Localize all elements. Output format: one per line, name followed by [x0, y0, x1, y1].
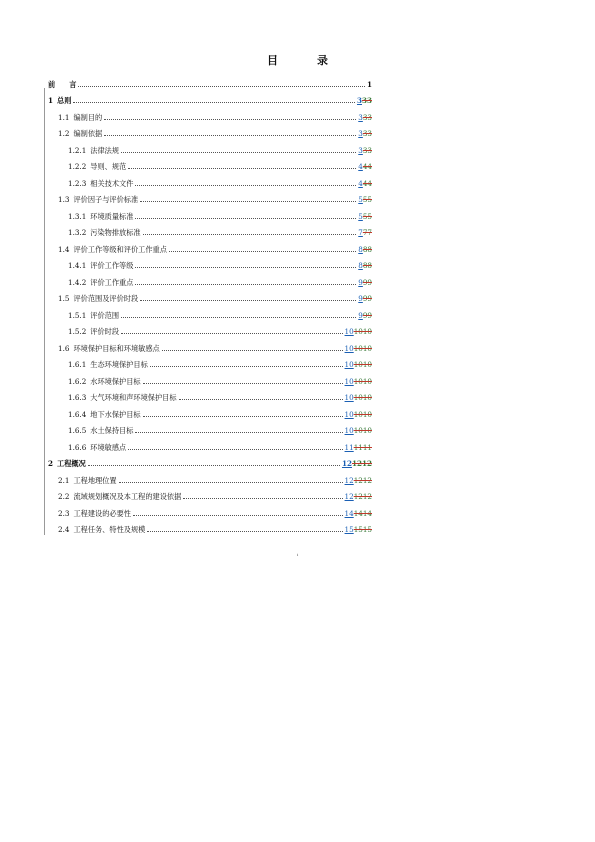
toc-entry-page — [356, 294, 372, 303]
dot-leader — [78, 86, 365, 87]
toc-entry-text: 导则、规范 — [90, 162, 127, 171]
toc-entry-label — [58, 344, 162, 353]
dot-leader — [169, 251, 356, 252]
toc-entry[interactable] — [48, 171, 372, 188]
dot-leader — [135, 432, 342, 433]
deleted-page-number: 99 — [362, 294, 372, 303]
toc-entry-label — [68, 228, 143, 237]
toc-entry-page — [343, 410, 372, 419]
toc-entry-text: 评价工作等级 — [90, 261, 134, 270]
page-number: 14 — [344, 508, 354, 518]
dot-leader — [183, 498, 342, 499]
deleted-page-number: 33 — [361, 96, 372, 105]
page-number: 11 — [344, 442, 354, 452]
toc-entry-text: 工程地理位置 — [73, 475, 117, 485]
toc-entry-text: 工程建设的必要性 — [73, 508, 131, 518]
deleted-page-number: 99 — [362, 310, 372, 320]
page-number: 3 — [358, 145, 363, 155]
toc-entry-label — [58, 294, 140, 303]
toc-entry-text: 评价范围 — [90, 310, 120, 320]
toc-entry-text: 环境保护目标和环境敏感点 — [73, 343, 160, 353]
dot-leader — [140, 201, 356, 202]
toc-entry[interactable] — [48, 336, 372, 353]
toc-entry-number: 1.6.3 — [68, 393, 87, 402]
toc-entry-label — [68, 377, 143, 386]
toc-entry-number: 1.4.2 — [68, 277, 87, 287]
deleted-page-number: 44 — [362, 178, 372, 188]
toc-entry-label — [68, 212, 135, 221]
toc-entry-number: 1.2.2 — [68, 162, 87, 171]
toc-entry-page — [356, 179, 372, 188]
dot-leader — [135, 218, 356, 219]
toc-entry-number: 2.3 — [58, 508, 70, 518]
dot-leader — [128, 168, 356, 169]
toc-entry-number: 1.6 — [58, 343, 70, 353]
toc-entry[interactable] — [48, 221, 372, 238]
deleted-page-number: 1010 — [353, 343, 372, 353]
page-number: 5 — [358, 195, 363, 204]
page-number: 12 — [344, 475, 354, 485]
dot-leader — [121, 333, 342, 334]
toc-entry-page — [343, 426, 372, 435]
toc-entry-page — [356, 146, 372, 155]
page-number: 7 — [358, 228, 363, 237]
page-number: 10 — [344, 343, 354, 353]
page-number: 4 — [358, 162, 363, 171]
toc-entry-text: 生态环境保护目标 — [90, 360, 148, 369]
deleted-page-number: 1212 — [351, 459, 372, 468]
toc-entry[interactable] — [48, 105, 372, 122]
toc-entry[interactable] — [48, 138, 372, 155]
toc-entry-text: 环境敏感点 — [90, 442, 127, 452]
toc-entry[interactable] — [48, 287, 372, 304]
toc-entry-number: 1.4 — [58, 244, 70, 254]
page-number: 10 — [344, 327, 354, 336]
toc-entry[interactable] — [48, 254, 372, 271]
dot-leader — [147, 531, 342, 532]
toc-entry-text: 流域规划概况及本工程的建设依据 — [73, 492, 182, 501]
deleted-page-number: 1010 — [353, 409, 372, 419]
page-number: 12 — [344, 492, 354, 501]
toc-entry[interactable] — [48, 435, 372, 452]
toc-entry-label — [48, 459, 88, 468]
deleted-page-number: 44 — [362, 162, 372, 171]
page-number: 4 — [358, 178, 363, 188]
deleted-page-number: 1212 — [353, 475, 372, 485]
toc-entry-text: 环境质量标准 — [90, 211, 134, 221]
dot-leader — [162, 350, 343, 351]
dot-leader — [135, 284, 356, 285]
toc-entry[interactable] — [48, 122, 372, 139]
page-number: 15 — [344, 525, 354, 534]
page-number: 3 — [358, 129, 363, 138]
toc-entry-text: 工程概况 — [57, 459, 86, 468]
toc-entry-number: 1.3.1 — [68, 211, 87, 221]
toc-entry-label — [58, 492, 183, 501]
toc-entry-page — [343, 525, 372, 534]
toc-entry-text: 言 — [69, 79, 77, 89]
dot-leader — [133, 515, 343, 516]
page-number: 3 — [356, 96, 362, 105]
toc-entry-number: 1.3.2 — [68, 228, 87, 237]
toc-entry-number: 前 — [48, 79, 56, 89]
toc-entry-text: 评价时段 — [90, 327, 120, 336]
dot-leader — [128, 449, 342, 450]
dot-leader — [143, 234, 357, 235]
dot-leader — [143, 416, 343, 417]
toc-entry-label — [58, 476, 119, 485]
toc-entry-number: 1.2.1 — [68, 145, 87, 155]
toc-entry-number: 1.6.5 — [68, 426, 87, 435]
deleted-page-number: 1111 — [353, 442, 372, 452]
toc-entry-page — [343, 509, 372, 518]
deleted-page-number: 33 — [362, 145, 372, 155]
toc-entry-page — [356, 129, 372, 138]
toc-entry-text: 相关技术文件 — [90, 178, 134, 188]
deleted-page-number: 88 — [362, 261, 372, 270]
deleted-page-number: 1414 — [353, 508, 372, 518]
toc-entry-label — [68, 410, 143, 419]
toc-entry-text: 总则 — [57, 96, 72, 105]
deleted-page-number: 88 — [362, 244, 372, 254]
toc-entry-label — [58, 113, 104, 122]
page-number-footer: i — [296, 552, 299, 557]
deleted-page-number: 1212 — [353, 492, 372, 501]
page-number: 1 — [366, 79, 372, 89]
toc-entry[interactable] — [48, 369, 372, 386]
toc-entry-page — [356, 162, 372, 171]
toc-entry-number: 1.6.2 — [68, 376, 87, 386]
dot-leader — [135, 267, 356, 268]
table-of-contents — [48, 72, 372, 534]
toc-entry-page — [356, 245, 372, 254]
toc-entry-text: 水环境保护目标 — [90, 376, 141, 386]
toc-entry-page — [356, 311, 372, 320]
dot-leader — [143, 383, 343, 384]
toc-entry-label — [48, 80, 78, 89]
toc-entry-number: 1.2.3 — [68, 178, 87, 188]
toc-entry-number: 1.6.4 — [68, 409, 87, 419]
toc-entry-page — [356, 195, 372, 204]
page-number: 12 — [341, 459, 352, 468]
dot-leader — [104, 135, 356, 136]
toc-entry-page — [343, 443, 372, 452]
toc-entry-text: 评价因子与评价标准 — [73, 195, 139, 204]
toc-entry-label — [68, 327, 121, 336]
page-number: 8 — [358, 244, 363, 254]
change-bar — [44, 88, 45, 535]
toc-entry[interactable] — [48, 155, 372, 172]
dot-leader — [150, 366, 343, 367]
toc-entry[interactable] — [48, 452, 372, 469]
toc-entry-page — [343, 377, 372, 386]
dot-leader — [140, 300, 356, 301]
toc-entry-text: 水土保持目标 — [90, 426, 134, 435]
toc-entry-text: 编制目的 — [73, 112, 103, 122]
toc-entry-page — [340, 459, 372, 468]
deleted-page-number: 1010 — [353, 360, 372, 369]
toc-entry-label — [68, 443, 128, 452]
toc-entry[interactable] — [48, 188, 372, 205]
toc-entry-label — [58, 195, 140, 204]
toc-entry[interactable] — [48, 320, 372, 337]
toc-entry-text: 编制依据 — [73, 129, 103, 138]
toc-entry-number: 2.1 — [58, 475, 70, 485]
deleted-page-number: 33 — [362, 129, 372, 138]
toc-entry-number: 1.4.1 — [68, 261, 87, 270]
toc-entry-page — [343, 393, 372, 402]
toc-entry-label — [68, 179, 135, 188]
toc-entry-number: 1.1 — [58, 112, 70, 122]
toc-entry-number: 2 — [48, 459, 54, 468]
toc-entry-page — [343, 327, 372, 336]
toc-entry-number: 1.5.2 — [68, 327, 87, 336]
dot-leader — [121, 152, 356, 153]
toc-entry-number: 1.5.1 — [68, 310, 87, 320]
page-number: 10 — [344, 426, 354, 435]
toc-entry-number: 1.3 — [58, 195, 70, 204]
dot-leader — [104, 119, 356, 120]
dot-leader — [73, 102, 355, 103]
toc-entry-label — [48, 96, 73, 105]
toc-entry-text: 法律法规 — [90, 145, 120, 155]
toc-entry[interactable] — [48, 518, 372, 535]
deleted-page-number: 1010 — [353, 376, 372, 386]
toc-entry-label — [68, 426, 135, 435]
toc-entry[interactable] — [48, 386, 372, 403]
deleted-page-number: 99 — [362, 277, 372, 287]
toc-entry[interactable] — [48, 89, 372, 106]
toc-entry-label — [68, 393, 179, 402]
toc-entry-page — [356, 212, 372, 221]
deleted-page-number: 55 — [362, 195, 372, 204]
deleted-page-number: 33 — [362, 112, 372, 122]
toc-entry-text: 评价范围及评价时段 — [73, 294, 139, 303]
toc-entry-label — [58, 129, 104, 138]
toc-entry-page — [343, 476, 372, 485]
dot-leader — [88, 465, 340, 466]
toc-entry-number: 2.2 — [58, 492, 70, 501]
toc-entry-page — [356, 113, 372, 122]
page-number: 10 — [344, 360, 354, 369]
page-number: 10 — [344, 376, 354, 386]
toc-entry[interactable] — [48, 485, 372, 502]
toc-entry-number: 1.2 — [58, 129, 70, 138]
dot-leader — [119, 482, 343, 483]
toc-entry-text: 评价工作等级和评价工作重点 — [73, 244, 167, 254]
toc-entry-number: 1.6.6 — [68, 442, 87, 452]
toc-entry[interactable] — [48, 72, 372, 89]
toc-entry-label — [68, 162, 128, 171]
deleted-page-number: 1010 — [353, 426, 372, 435]
dot-leader — [121, 317, 356, 318]
toc-entry-label — [58, 525, 147, 534]
dot-leader — [135, 185, 356, 186]
toc-entry-page — [355, 96, 372, 105]
page-number: 10 — [344, 393, 354, 402]
toc-entry-page — [356, 278, 372, 287]
toc-entry-number: 1.6.1 — [68, 360, 87, 369]
page-number: 10 — [344, 409, 354, 419]
toc-entry-label — [68, 360, 150, 369]
page-number: 9 — [358, 310, 363, 320]
deleted-page-number: 1515 — [353, 525, 372, 534]
toc-entry[interactable] — [48, 353, 372, 370]
toc-entry[interactable] — [48, 419, 372, 436]
toc-entry-label — [68, 278, 135, 287]
toc-entry-label — [68, 311, 121, 320]
dot-leader — [179, 399, 343, 400]
toc-entry-page — [343, 360, 372, 369]
toc-title: 目 录 — [267, 54, 342, 67]
toc-entry-page — [343, 344, 372, 353]
page-number: 9 — [358, 294, 363, 303]
toc-entry-page — [343, 492, 372, 501]
deleted-page-number: 1010 — [353, 327, 372, 336]
toc-entry[interactable] — [48, 204, 372, 221]
deleted-page-number: 1010 — [353, 393, 372, 402]
toc-entry-text: 工程任务、特性及规模 — [73, 525, 146, 534]
toc-entry-label — [68, 261, 135, 270]
toc-entry[interactable] — [48, 237, 372, 254]
toc-entry-text: 污染物排放标准 — [90, 228, 141, 237]
toc-entry-number: 1.5 — [58, 294, 70, 303]
toc-entry[interactable] — [48, 468, 372, 485]
page-number: 8 — [358, 261, 363, 270]
toc-entry-label — [68, 146, 121, 155]
toc-entry-number: 1 — [48, 96, 54, 105]
toc-entry-page — [356, 261, 372, 270]
toc-entry[interactable] — [48, 270, 372, 287]
toc-entry-label — [58, 509, 133, 518]
page-number: 5 — [358, 211, 363, 221]
toc-entry-number: 2.4 — [58, 525, 70, 534]
deleted-page-number: 77 — [362, 228, 372, 237]
toc-entry[interactable] — [48, 303, 372, 320]
toc-entry-text: 地下水保护目标 — [90, 409, 141, 419]
deleted-page-number: 55 — [362, 211, 372, 221]
page-number: 9 — [358, 277, 363, 287]
toc-entry-label — [58, 245, 169, 254]
toc-entry-text: 大气环境和声环境保护目标 — [90, 393, 177, 402]
toc-entry-page — [365, 80, 372, 89]
page-number: 3 — [358, 112, 363, 122]
toc-entry-text: 评价工作重点 — [90, 277, 134, 287]
toc-entry[interactable] — [48, 402, 372, 419]
toc-entry[interactable] — [48, 501, 372, 518]
toc-entry-page — [356, 228, 372, 237]
